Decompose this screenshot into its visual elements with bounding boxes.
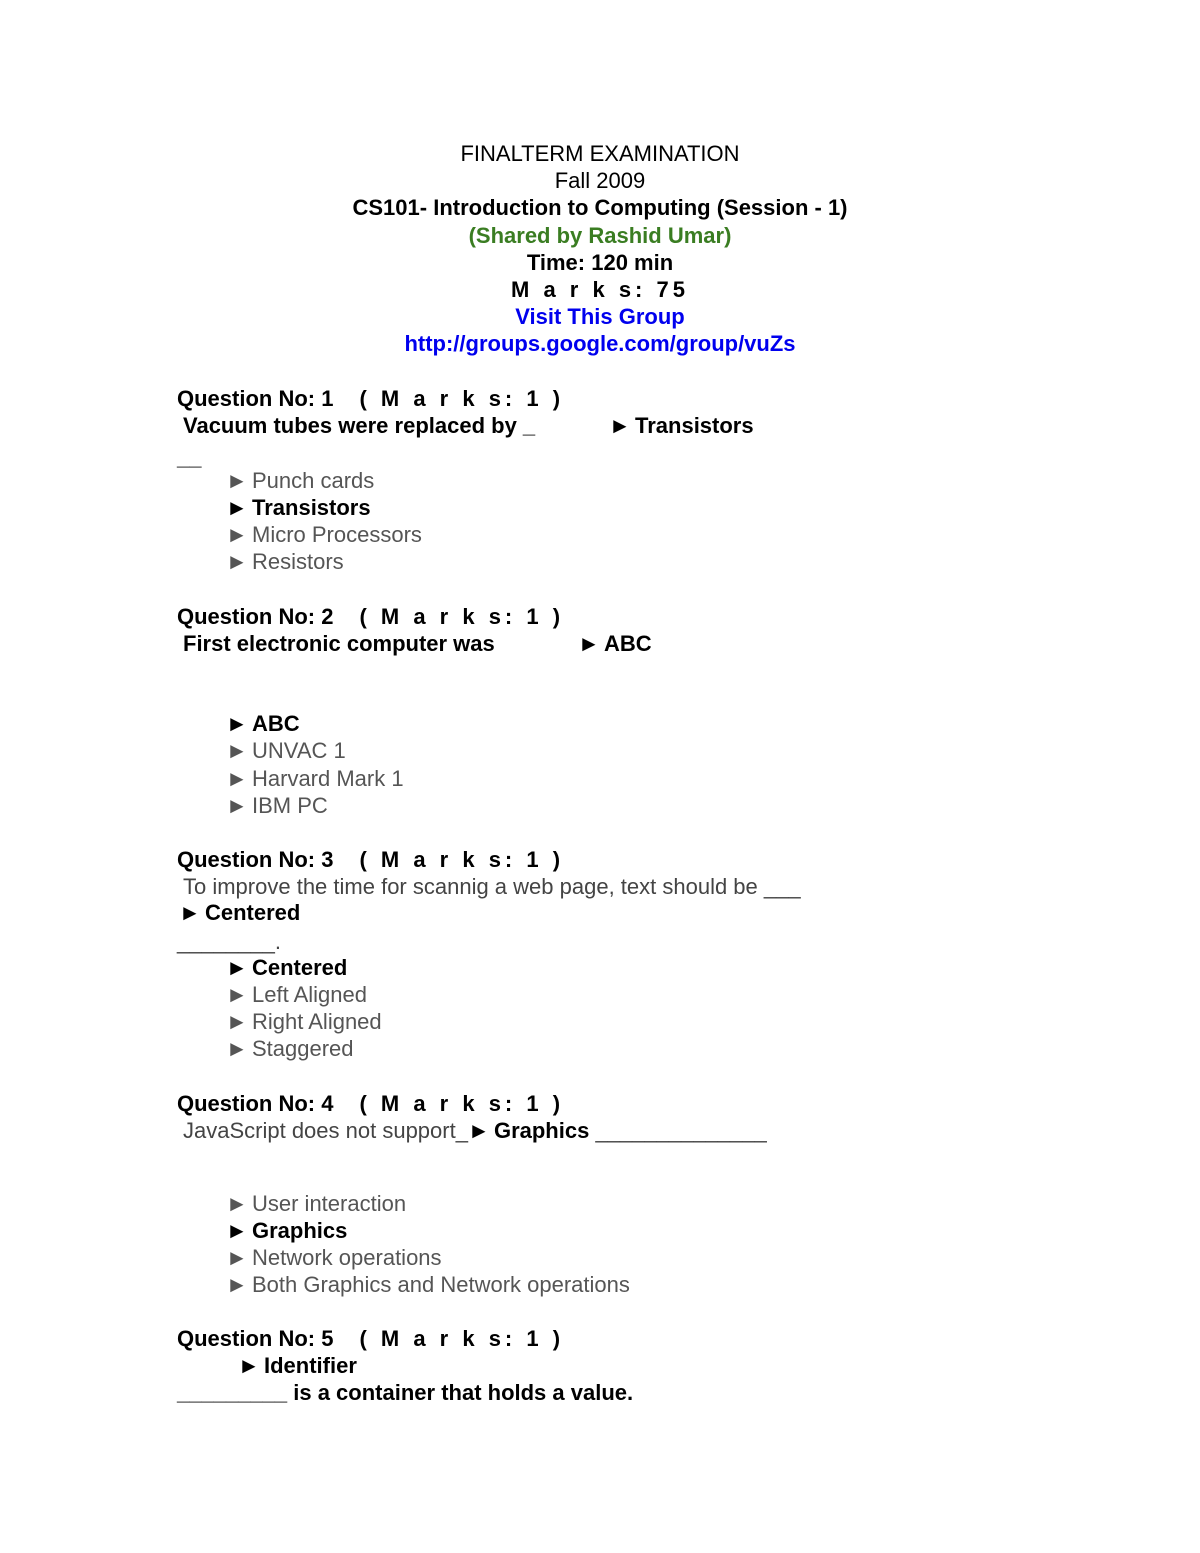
question-number: Question No: 5 bbox=[177, 1326, 334, 1351]
option-q2-1[interactable]: ► ABC bbox=[226, 711, 300, 736]
shared-by: (Shared by Rashid Umar) bbox=[468, 222, 732, 248]
question-marks: ( M a r k s: 1 ) bbox=[359, 604, 565, 629]
question-number: Question No: 2 bbox=[177, 604, 334, 629]
arrow-right-icon: ► bbox=[226, 1245, 248, 1270]
option-q1-2[interactable]: ► Transistors bbox=[226, 495, 371, 520]
arrow-right-icon: ► bbox=[467, 1118, 490, 1143]
question-4-answer: ► Graphics bbox=[467, 1118, 590, 1143]
exam-total-marks: M a r k s: 75 bbox=[511, 276, 689, 302]
arrow-right-icon: ► bbox=[226, 1009, 248, 1034]
question-marks: ( M a r k s: 1 ) bbox=[359, 1091, 565, 1116]
exam-header bbox=[0, 140, 1200, 358]
option-q1-3[interactable]: ► Micro Processors bbox=[226, 522, 422, 547]
question-5-answer: ► Identifier bbox=[238, 1353, 357, 1378]
question-marks: ( M a r k s: 1 ) bbox=[359, 847, 565, 872]
option-q2-4[interactable]: ► IBM PC bbox=[226, 793, 328, 818]
question-3-stem: To improve the time for scannig a web page, text should be ___ bbox=[183, 874, 801, 899]
question-4-stem: JavaScript does not support_ bbox=[183, 1118, 468, 1143]
exam-time: Time: 120 min bbox=[526, 249, 674, 275]
question-5-heading bbox=[177, 1325, 564, 1352]
arrow-right-icon: ► bbox=[226, 766, 248, 791]
question-2-answer: ► ABC bbox=[578, 631, 652, 656]
arrow-right-icon: ► bbox=[609, 413, 631, 438]
arrow-right-icon: ► bbox=[179, 900, 201, 925]
arrow-right-icon: ► bbox=[226, 468, 248, 493]
arrow-right-icon: ► bbox=[226, 982, 248, 1007]
question-4-blank: ______________ bbox=[595, 1118, 767, 1143]
arrow-right-icon: ► bbox=[226, 955, 248, 980]
question-5-blank: _________ bbox=[177, 1380, 288, 1405]
question-1-heading bbox=[177, 385, 564, 412]
question-3-heading bbox=[177, 846, 564, 873]
option-q1-4[interactable]: ► Resistors bbox=[226, 549, 344, 574]
exam-title: FINALTERM EXAMINATION bbox=[460, 141, 740, 166]
question-4-stem-line bbox=[183, 1117, 767, 1144]
option-q3-3[interactable]: ► Right Aligned bbox=[226, 1009, 382, 1034]
question-3-stem-tail: ________. bbox=[177, 929, 281, 954]
question-3-answer: ► Centered bbox=[179, 900, 301, 925]
arrow-right-icon: ► bbox=[226, 711, 248, 736]
question-number: Question No: 1 bbox=[177, 386, 334, 411]
question-number: Question No: 4 bbox=[177, 1091, 334, 1116]
question-2-heading bbox=[177, 603, 564, 630]
arrow-right-icon: ► bbox=[226, 1191, 248, 1216]
option-q4-4[interactable]: ► Both Graphics and Network operations bbox=[226, 1272, 630, 1297]
question-2-stem: First electronic computer was bbox=[183, 631, 495, 656]
arrow-right-icon: ► bbox=[226, 1218, 248, 1243]
question-1-stem: Vacuum tubes were replaced by _ bbox=[183, 413, 536, 438]
visit-group-link[interactable]: Visit This Group bbox=[515, 304, 685, 330]
question-number: Question No: 3 bbox=[177, 847, 334, 872]
question-4-heading bbox=[177, 1090, 564, 1117]
arrow-right-icon: ► bbox=[226, 1036, 248, 1061]
arrow-right-icon: ► bbox=[226, 1272, 248, 1297]
arrow-right-icon: ► bbox=[226, 495, 248, 520]
question-5-stem: is a container that holds a value. bbox=[293, 1380, 634, 1405]
arrow-right-icon: ► bbox=[226, 522, 248, 547]
option-q1-1[interactable]: ► Punch cards bbox=[226, 468, 375, 493]
option-q3-2[interactable]: ► Left Aligned bbox=[226, 982, 367, 1007]
arrow-right-icon: ► bbox=[238, 1353, 260, 1378]
question-1-stem-tail: __ bbox=[177, 445, 202, 470]
arrow-right-icon: ► bbox=[226, 549, 248, 574]
option-q4-2[interactable]: ► Graphics bbox=[226, 1218, 348, 1243]
question-marks: ( M a r k s: 1 ) bbox=[359, 1326, 565, 1351]
question-1-answer: ► Transistors bbox=[609, 413, 754, 438]
arrow-right-icon: ► bbox=[578, 631, 600, 656]
option-q2-2[interactable]: ► UNVAC 1 bbox=[226, 738, 346, 763]
option-q3-4[interactable]: ► Staggered bbox=[226, 1036, 354, 1061]
arrow-right-icon: ► bbox=[226, 738, 248, 763]
exam-term: Fall 2009 bbox=[554, 168, 646, 194]
option-q3-1[interactable]: ► Centered bbox=[226, 955, 348, 980]
option-q4-1[interactable]: ► User interaction bbox=[226, 1191, 407, 1216]
option-q4-3[interactable]: ► Network operations bbox=[226, 1245, 442, 1270]
group-url-link[interactable]: http://groups.google.com/group/vuZs bbox=[404, 331, 796, 357]
arrow-right-icon: ► bbox=[226, 793, 248, 818]
question-marks: ( M a r k s: 1 ) bbox=[359, 386, 565, 411]
option-q2-3[interactable]: ► Harvard Mark 1 bbox=[226, 766, 404, 791]
question-5-stem-line bbox=[177, 1379, 633, 1406]
course-title: CS101- Introduction to Computing (Session - 1) bbox=[352, 195, 848, 221]
